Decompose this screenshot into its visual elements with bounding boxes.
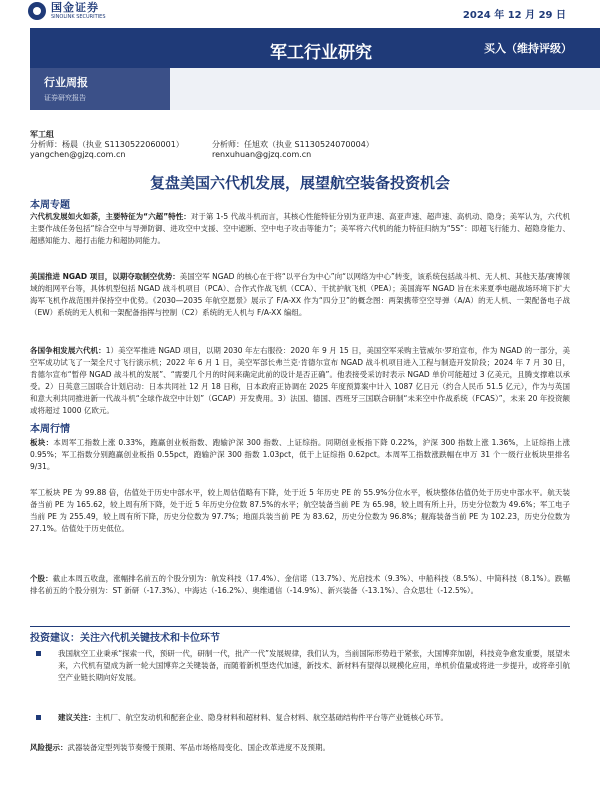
- market-p1-text: 本周军工指数上涨 0.33%，跑赢创业板指数、跑输沪深 300 指数、上证综指。同期创业板指下降 0.22%，沪深 300 指数上涨 1.36%，上证综指上涨 0.95%；军工指数分别跑赢创业板指 0.55pct，跑输沪深 300 指数 1.03pct，低于上证综指 0.62pct。本周军工指数涨跌幅在申万 31 个一级行业板块里排名 9/31。: [30, 438, 571, 471]
- focus-p3-lead: 各国争相发展六代机：: [30, 346, 106, 355]
- market-p1-lead: 板块：: [30, 438, 54, 447]
- market-paragraph-2: [30, 487, 570, 535]
- header-banner: [30, 28, 600, 68]
- header-band: [170, 68, 600, 110]
- industry-title: 军工行业研究: [270, 43, 372, 63]
- invest-bullet-2: [30, 712, 570, 724]
- logo-chinese: 国金证券: [51, 1, 99, 14]
- analyst-2: [212, 140, 412, 160]
- analyst-2-email[interactable]: renxuhuan@gjzq.com.cn: [212, 150, 312, 159]
- market-p3-text: 截止本周五收盘，涨幅排名前五的个股分别为：航发科技（17.4%）、金信诺（13.7%）、光启技术（9.3%）、中船科技（8.5%）、中简科技（8.1%）。跌幅排名前五的个股分别为：ST 新研（-17.3%）、中海达（-16.2%）、奥维通信（-14.9%）、新兴装备（-13.1%）、合众思壮（-12.5%）。: [30, 574, 571, 595]
- invest-b2-lead: 建议关注：: [58, 713, 96, 722]
- bullet-square-icon: [36, 715, 41, 720]
- rating-badge: 买入（维持评级）: [484, 42, 572, 55]
- focus-p2-lead: 美国推进 NGAD 项目，以期夺取制空优势：: [30, 272, 180, 281]
- risk-lead: 风险提示：: [30, 743, 68, 752]
- top-bar: [0, 0, 600, 28]
- market-p2-text: 军工板块 PE 为 99.88 倍，估值处于历史中部水平，较上周估值略有下降，处于近 5 年历史 PE 的 55.9%分位水平，板块整体估值仍处于历史中部水平。航天装备当前 PE 为 165.62，较上周有所下降，处于近 5 年历史分位数 87.5%的水平；航空装备当前 PE 为 65.98，较上周有所上升，历史分位数为 49.6%；军工电子当前 PE 为 255.49，较上周有所下降，历史分位数为 97.7%；地面兵装当前 PE 为 83.62，历史分位数为 96.8%；舰海装备当前 PE 为 102.23，历史分位数为 27.1%。估值处于历史低位。: [30, 488, 570, 533]
- market-paragraph-3: [30, 573, 570, 597]
- report-type-panel: [30, 68, 170, 110]
- analyst-2-name: 分析师：任旭欢（执业 S1130524070004）: [212, 140, 374, 149]
- invest-b2-text: 主机厂、航空发动机和配套企业、隐身材料和超材料、复合材料、航空基础结构件平台等产业链核心环节。: [95, 713, 448, 722]
- logo-icon: [28, 2, 46, 20]
- analyst-block: [30, 130, 570, 160]
- analyst-1-name: 分析师：杨晨（执业 S1130522060001）: [30, 140, 184, 149]
- risk-text: 武器装备定型列装节奏慢于预期、军品市场格局变化、国企改革进度不及预期。: [67, 743, 330, 752]
- risk-warning: [30, 742, 570, 754]
- report-title: 复盘美国六代机发展，展望航空装备投资机会: [149, 174, 450, 192]
- invest-section-bar: [30, 626, 570, 643]
- focus-p3-text: 1）美空军推进 NGAD 项目，以期 2030 年左右服役：2020 年 9 月 15 日，美国空军采购主管威尔·罗珀宣布，作为 NGAD 的一部分，美空军成功试飞了一架全尺寸飞行演示机；2022 年 6 月 1 日，美空军部长弗兰克·肯德尔宣布 NGAD 战斗机项目进入工程与制造开发阶段；2024 年 7 月 30 日，肯德尔宣布“暂停 NGAD 战斗机的发展”、“需要几个月的时间来确定此前的设计是否正确”。他表接受采访时表示 NGAD 单价可能超过 3 亿美元，且腾支撑难以承受。2）日英意三国联合计划启动：日本共同社 12 月 18 日称，日本政府正协调在 2025 年度预算案中计入 1087 亿日元（约合人民币 51.5 亿元），作为与英国和意大利共同推进新一代战斗机“全球作战空中计划”（GCAP）开发费用。3）法国、德国、西班牙三国联合研制“未来空中作战系统（FCAS）”，未来 20 年投资额或将超过 1000 亿欧元。: [30, 346, 571, 415]
- section-focus-heading: 本周专题: [30, 200, 70, 211]
- focus-p1-text: 对于第 1-5 代战斗机而言，其核心性能特征分别为亚声速、高亚声速、超声速、高机动、隐身；美军认为，六代机主要作战任务包括“综合空中与导弹防御、进攻空中支援、空中遮断、空中电子攻击等能力”；美军将六代机的能力特征归纳为“5S”：即超飞行能力、超隐身能力、超感知能力、超打击能力和超协同能力。: [30, 212, 570, 245]
- focus-paragraph-1: [30, 211, 570, 247]
- focus-p1-lead: 六代机发展如火如荼，主要特征为“六超”特性：: [30, 212, 191, 221]
- logo-english: SINOLINK SECURITIES: [51, 14, 106, 20]
- invest-b1-text: 我国航空工业秉承“探索一代，预研一代，研制一代，批产一代”发展规律，我们认为，当前国际形势趋于紧张，大国博弈加剧，科技竞争愈发重要，展望未来，六代机有望成为新一轮大国博弈之关键装备，而随着新机型迭代加速，新技术、新材料有望得以规模化应用，单机价值量或将进一步提升，或将牵引航空产业链长期向好发展。: [58, 649, 570, 682]
- focus-paragraph-2: [30, 271, 570, 319]
- market-p3-lead: 个股：: [30, 574, 53, 583]
- invest-bullet-1: [30, 648, 570, 684]
- focus-p2-text: 美国空军 NGAD 的核心在于将“以平台为中心”向“以网络为中心”转变，该系统包括战斗机、无人机、其他天基/赛博领域的组网平台等，具体机型包括 NGAD 战斗机项目（PCA）、合作式作战飞机（CCA）、干扰护航飞机（PEA）；美国海军 NGAD 旨在未来夏季电磁战场环境下扩大海军飞机作战范围并保持空中优势。《2030—2035 年航空愿景》展示了 F/A-XX 作为“四分卫”的概念图：两架携带空空导弹（A/A）的无人机、一架配备电子战（EW）系统的无人机和一架配备指挥与控制（C2）系统的无人机与 F/A-XX 编组。: [30, 272, 571, 317]
- company-logo: [28, 2, 106, 20]
- report-dept: 证券研究报告: [44, 94, 86, 102]
- report-type: 行业周报: [44, 76, 88, 89]
- analyst-1: [30, 140, 212, 160]
- focus-paragraph-3: [30, 345, 570, 417]
- team-name: 军工组: [30, 130, 54, 139]
- market-paragraph-1: [30, 437, 570, 473]
- report-date: 2024 年 12 月 29 日: [462, 10, 566, 21]
- invest-heading: 投资建议：关注六代机关键技术和卡位环节: [30, 633, 220, 644]
- analyst-1-email[interactable]: yangchen@gjzq.com.cn: [30, 150, 126, 159]
- bullet-square-icon: [36, 651, 41, 656]
- section-market-heading: 本周行情: [30, 424, 70, 435]
